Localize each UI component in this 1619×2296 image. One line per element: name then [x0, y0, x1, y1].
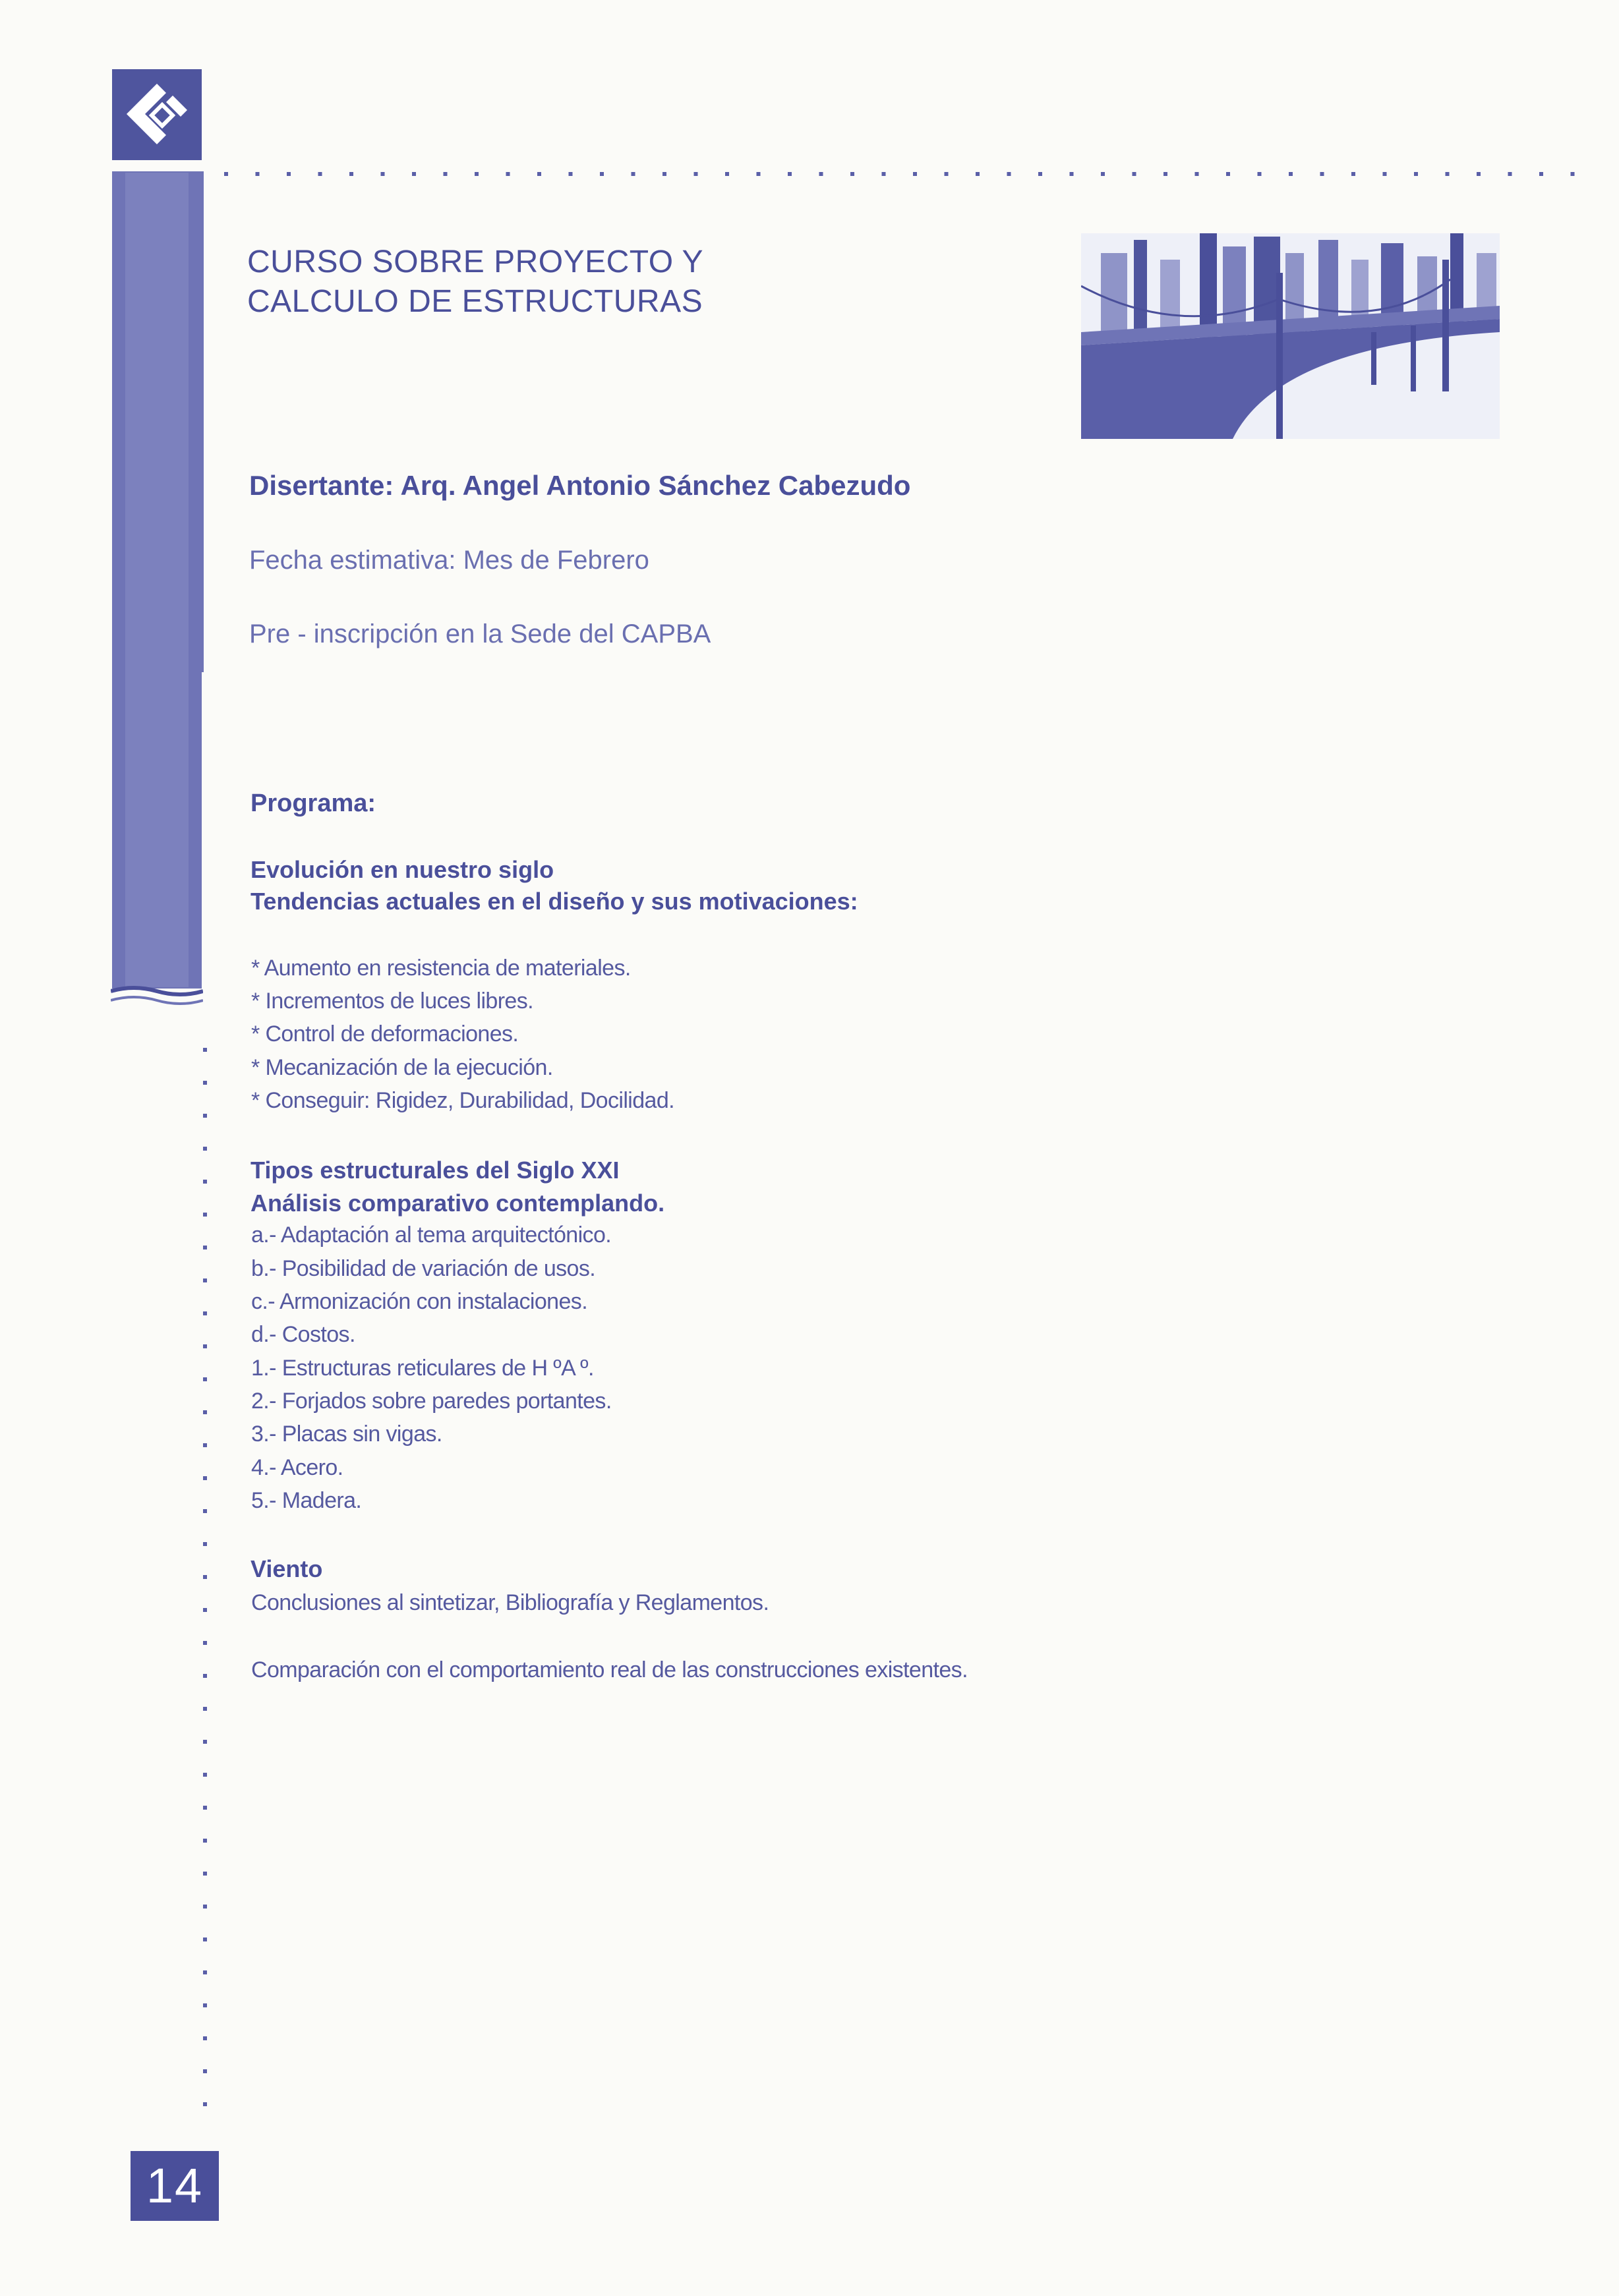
list-item: 2.- Forjados sobre paredes portantes. — [251, 1389, 612, 1414]
band-rule — [202, 171, 204, 672]
list-item: 3.- Placas sin vigas. — [251, 1421, 442, 1447]
course-title-line-1: CURSO SOBRE PROYECTO Y — [247, 244, 704, 279]
list-item: b.- Posibilidad de variación de usos. — [251, 1256, 596, 1281]
section1-heading-line-2: Tendencias actuales en el diseño y sus motivaciones: — [250, 888, 858, 915]
registration-note: Pre - inscripción en la Sede del CAPBA — [249, 619, 711, 648]
section2-heading-line-1: Tipos estructurales del Siglo XXI — [250, 1157, 620, 1184]
list-item: c.- Armonización con instalaciones. — [251, 1289, 588, 1314]
list-item: * Mecanización de la ejecución. — [251, 1055, 553, 1080]
list-item: * Incrementos de luces libres. — [251, 989, 533, 1014]
side-band-panel — [125, 173, 189, 987]
course-title-line-2: CALCULO DE ESTRUCTURAS — [247, 284, 703, 319]
section1-heading-line-1: Evolución en nuestro siglo — [250, 856, 554, 883]
section2-heading-line-2: Análisis comparativo contemplando. — [250, 1190, 665, 1217]
bridge-illustration — [1081, 233, 1500, 439]
list-item: 5.- Madera. — [251, 1488, 362, 1513]
list-item: a.- Adaptación al tema arquitectónico. — [251, 1222, 612, 1248]
list-item: * Aumento en resistencia de materiales. — [251, 956, 631, 981]
logo-icon — [112, 69, 202, 160]
list-item: * Control de deformaciones. — [251, 1021, 519, 1047]
left-dotted-rule — [201, 1048, 209, 2135]
section3-heading: Viento — [250, 1555, 323, 1582]
top-dotted-rule — [224, 170, 1599, 178]
list-item: 1.- Estructuras reticulares de H ºA º. — [251, 1356, 594, 1381]
list-item: 4.- Acero. — [251, 1455, 343, 1480]
list-item: d.- Costos. — [251, 1322, 355, 1347]
program-heading: Programa: — [250, 789, 376, 817]
date-estimate: Fecha estimativa: Mes de Febrero — [249, 546, 649, 575]
page-number: 14 — [146, 2158, 204, 2213]
band-wave — [111, 982, 203, 1008]
list-item: * Conseguir: Rigidez, Durabilidad, Docilidad. — [251, 1088, 675, 1113]
section3-line-1: Conclusiones al sintetizar, Bibliografía y Reglamentos. — [251, 1590, 769, 1615]
speaker: Disertante: Arq. Angel Antonio Sánchez Cabezudo — [249, 470, 911, 501]
section3-line-2: Comparación con el comportamiento real de las construcciones existentes. — [251, 1657, 968, 1682]
